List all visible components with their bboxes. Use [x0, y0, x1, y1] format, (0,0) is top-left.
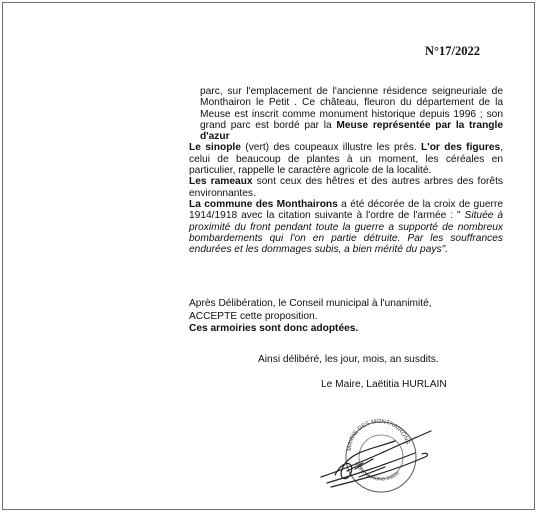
mairie-stamp — [346, 419, 416, 492]
stamp-and-signature — [303, 405, 453, 505]
bold-text: La commune des Monthairons — [189, 198, 338, 210]
paragraph-sinople — [189, 142, 503, 176]
document-number: N°17/2022 — [425, 44, 480, 58]
paragraph-text: parc, sur l'emplacement de l'ancienne résidence seigneuriale de Monthairon le Petit . Ce château, fleuron du département de la Meuse est inscrit comme monument historique depuis 1996 ; son grand parc est bordé par la — [200, 86, 503, 131]
signer-name: Le Maire, Laëtitia HURLAIN — [321, 379, 447, 390]
bold-text: Les rameaux — [189, 176, 253, 188]
decision-line: ACCEPTE cette proposition. — [189, 310, 318, 322]
paragraph-text: a été décorée de la croix de guerre 1914/1918 avec la citation suivante à l'ordre de l'armée : " — [189, 198, 504, 222]
citation-text: Située à proximité du front pendant toute la guerre a supporté de nombreux bombardements qui l'on en partie détruite. Par les souffrances endurées et les dommages subis, a bien mérité du pays". — [189, 210, 503, 256]
stamp-text-top: MAIRIE DES MONTHAIRONS — [346, 418, 411, 452]
bold-text: Ces armoiries sont donc adoptées. — [189, 323, 359, 334]
closing-formula: Ainsi délibéré, les jour, mois, an susdits. — [258, 354, 439, 365]
paragraph-rameaux — [189, 176, 503, 199]
document-page — [2, 2, 535, 510]
paragraph-text: (vert) des coupeaux illustre les prés. — [240, 142, 422, 154]
paragraph-commune — [189, 199, 503, 255]
bold-text: Le sinople — [189, 142, 241, 154]
paragraph-text: , celui de beaucoup de plantes à un moment, les céréales en particulier, rappelle le caractère agricole de la localité. — [189, 142, 503, 177]
heraldry-description — [189, 86, 503, 255]
signature-stamp-area — [303, 405, 453, 505]
paragraph-azure — [189, 86, 503, 142]
decision-line: Après Délibération, le Conseil municipal à l'unanimité, — [189, 298, 432, 309]
decision-block — [189, 298, 432, 336]
stamp-text-bottom: MONTHAIRONS 55320 — [353, 461, 401, 483]
bold-text: Meuse représentée par la trangle d'azur — [200, 119, 504, 143]
decision-line — [189, 323, 432, 336]
paragraph-text: sont ceux des hêtres et des autres arbres des forêts environnantes. — [189, 176, 503, 199]
bold-text: L'or des figures — [421, 142, 501, 154]
